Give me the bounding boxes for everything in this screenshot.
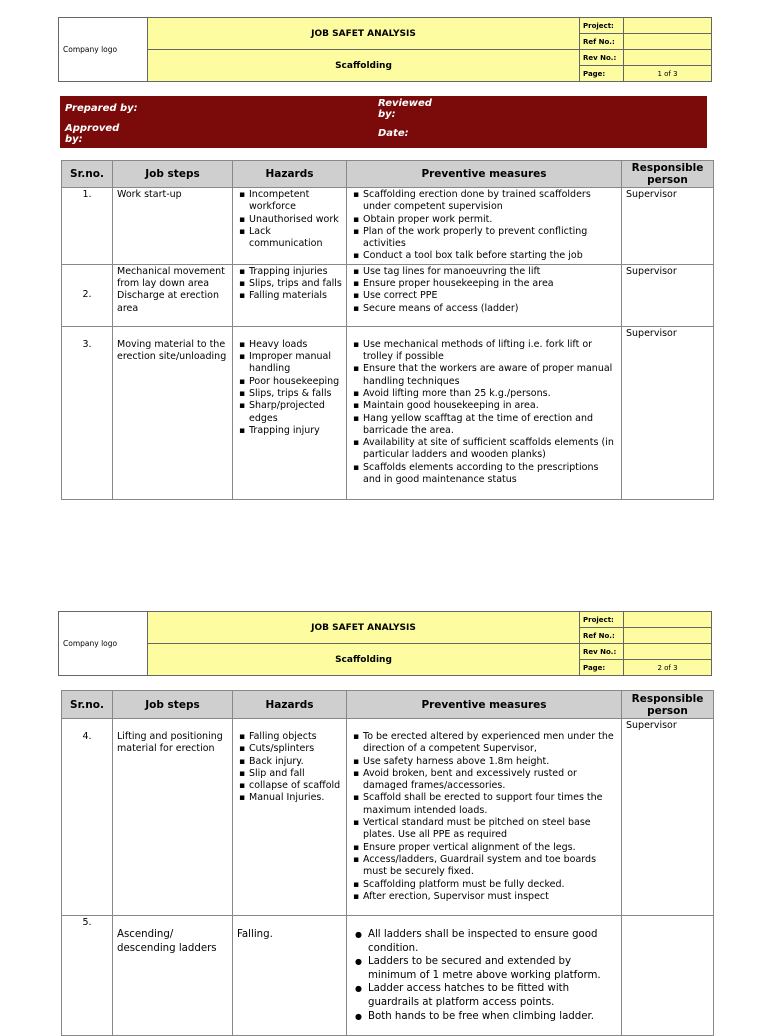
hazard-item: ▪ Slips, trips and falls: [237, 278, 342, 290]
measure-item: ● All ladders shall be inspected to ensure good condition.: [353, 928, 617, 955]
row-srno: 5.: [62, 916, 113, 1036]
row-measures: [347, 264, 622, 326]
ref-label: Ref No.:: [580, 628, 624, 644]
document-title: JOB SAFET ANALYSIS: [148, 18, 580, 50]
row-measures: [347, 326, 622, 499]
measure-item: ▪ Use correct PPE: [351, 290, 617, 302]
signoff-banner: [60, 96, 707, 148]
document-header-page-2: [58, 611, 712, 676]
row-hazards: Falling.: [233, 916, 347, 1036]
row-step: Ascending/ descending ladders: [113, 916, 233, 1036]
row-srno: 1.: [62, 188, 113, 265]
table-row: [62, 719, 714, 916]
rev-value: [624, 644, 712, 660]
hazard-item: ▪ Lack communication: [237, 226, 342, 251]
measure-item: ▪ Scaffolding platform must be fully decked.: [351, 879, 617, 891]
col-responsible-person: Responsible person: [622, 161, 714, 188]
row-responsible: [622, 916, 714, 1036]
hazard-item: ▪ Heavy loads: [237, 339, 342, 351]
hazard-item: ▪ Falling materials: [237, 290, 342, 302]
measure-item: ▪ Vertical standard must be pitched on steel base plates. Use all PPE as required: [351, 817, 617, 842]
project-value: [624, 612, 712, 628]
page-number: 1 of 3: [624, 66, 712, 82]
project-label: Project:: [580, 612, 624, 628]
col-hazards: Hazards: [233, 161, 347, 188]
row-hazards: [233, 188, 347, 265]
measure-item: ▪ Use tag lines for manoeuvring the lift: [351, 266, 617, 278]
row-responsible: Supervisor: [622, 264, 714, 326]
page-label: Page:: [580, 66, 624, 82]
hazard-item: ▪ Trapping injuries: [237, 266, 342, 278]
approved-by-label: Approved by:: [65, 123, 120, 145]
measure-item: ▪ Ensure proper vertical alignment of the legs.: [351, 842, 617, 854]
row-hazards: [233, 264, 347, 326]
page-number: 2 of 3: [624, 660, 712, 676]
ref-value: [624, 34, 712, 50]
hazard-item: ▪ Falling objects: [237, 731, 342, 743]
ref-value: [624, 628, 712, 644]
row-srno: 4.: [62, 719, 113, 916]
row-responsible: Supervisor: [622, 188, 714, 265]
col-job-steps: Job steps: [113, 161, 233, 188]
measure-item: ▪ Hang yellow scafftag at the time of erection and barricade the area.: [351, 413, 617, 438]
hazard-item: ▪ Trapping injury: [237, 425, 342, 437]
hazard-item: ▪ Improper manual handling: [237, 351, 342, 376]
measure-item: ▪ Scaffolds elements according to the prescriptions and in good maintenance status: [351, 462, 617, 487]
table-row: [62, 916, 714, 1036]
table-row: [62, 188, 714, 265]
table-row: [62, 326, 714, 499]
company-logo: Company logo: [59, 612, 148, 676]
row-measures: [347, 916, 622, 1036]
col-responsible-person: Responsible person: [622, 691, 714, 719]
hazard-item: ▪ Poor housekeeping: [237, 376, 342, 388]
row-measures: [347, 188, 622, 265]
row-hazards: [233, 719, 347, 916]
row-step: Moving material to the erection site/unloading: [113, 326, 233, 499]
measure-item: ● Ladders to be secured and extended by minimum of 1 metre above working platform.: [353, 955, 617, 982]
measure-item: ▪ Scaffold shall be erected to support four times the maximum intended loads.: [351, 792, 617, 817]
hazard-item: ▪ Sharp/projected edges: [237, 400, 342, 425]
measure-item: ▪ Access/ladders, Guardrail system and toe boards must be securely fixed.: [351, 854, 617, 879]
row-responsible: Supervisor: [622, 326, 714, 499]
measure-item: ▪ Secure means of access (ladder): [351, 303, 617, 315]
reviewed-by-label: Reviewed by:: [378, 98, 432, 120]
row-step: Work start-up: [113, 188, 233, 265]
col-srno: Sr.no.: [62, 161, 113, 188]
measure-item: ▪ To be erected altered by experienced men under the direction of a competent Supervisor,: [351, 731, 617, 756]
measure-item: ▪ Ensure that the workers are aware of proper manual handling techniques: [351, 363, 617, 388]
measure-item: ▪ After erection, Supervisor must inspect: [351, 891, 617, 903]
row-measures: [347, 719, 622, 916]
measure-item: ▪ Maintain good housekeeping in area.: [351, 400, 617, 412]
measure-item: ● Ladder access hatches to be fitted with guardrails at platform access points.: [353, 982, 617, 1009]
project-value: [624, 18, 712, 34]
col-preventive-measures: Preventive measures: [347, 691, 622, 719]
jsa-table-page-2: [61, 690, 714, 1036]
page-label: Page:: [580, 660, 624, 676]
col-hazards: Hazards: [233, 691, 347, 719]
rev-label: Rev No.:: [580, 50, 624, 66]
hazard-item: ▪ collapse of scaffold: [237, 780, 342, 792]
measure-item: ▪ Obtain proper work permit.: [351, 214, 617, 226]
document-header: [58, 17, 712, 82]
measure-item: ▪ Avoid lifting more than 25 k.g./persons.: [351, 388, 617, 400]
measure-item: ▪ Use mechanical methods of lifting i.e. fork lift or trolley if possible: [351, 339, 617, 364]
document-subtitle: Scaffolding: [148, 50, 580, 82]
rev-value: [624, 50, 712, 66]
date-label: Date:: [378, 128, 409, 139]
col-job-steps: Job steps: [113, 691, 233, 719]
col-preventive-measures: Preventive measures: [347, 161, 622, 188]
row-hazards: [233, 326, 347, 499]
hazard-item: ▪ Back injury.: [237, 756, 342, 768]
hazard-item: ▪ Slips, trips & falls: [237, 388, 342, 400]
document-title: JOB SAFET ANALYSIS: [148, 612, 580, 644]
ref-label: Ref No.:: [580, 34, 624, 50]
jsa-table-page-1: [61, 160, 714, 500]
hazard-item: ▪ Unauthorised work: [237, 214, 342, 226]
hazard-item: ▪ Cuts/splinters: [237, 743, 342, 755]
document-subtitle: Scaffolding: [148, 644, 580, 676]
project-label: Project:: [580, 18, 624, 34]
prepared-by-label: Prepared by:: [65, 103, 138, 114]
company-logo: Company logo: [59, 18, 148, 82]
measure-item: ▪ Plan of the work properly to prevent conflicting activities: [351, 226, 617, 251]
row-responsible: Supervisor: [622, 719, 714, 916]
measure-item: ● Both hands to be free when climbing ladder.: [353, 1010, 617, 1024]
hazard-item: ▪ Incompetent workforce: [237, 189, 342, 214]
rev-label: Rev No.:: [580, 644, 624, 660]
measure-item: ▪ Conduct a tool box talk before starting the job: [351, 250, 617, 262]
measure-item: ▪ Ensure proper housekeeping in the area: [351, 278, 617, 290]
measure-item: ▪ Availability at site of sufficient scaffolds elements (in particular ladders and wooden planks): [351, 437, 617, 462]
row-srno: 3.: [62, 326, 113, 499]
row-srno: 2.: [62, 264, 113, 326]
row-step: Lifting and positioning material for erection: [113, 719, 233, 916]
measure-item: ▪ Avoid broken, bent and excessively rusted or damaged frames/accessories.: [351, 768, 617, 793]
col-srno: Sr.no.: [62, 691, 113, 719]
hazard-item: ▪ Manual Injuries.: [237, 792, 342, 804]
measure-item: ▪ Scaffolding erection done by trained scaffolders under competent supervision: [351, 189, 617, 214]
row-step: Mechanical movement from lay down area Discharge at erection area: [113, 264, 233, 326]
table-row: [62, 264, 714, 326]
hazard-item: ▪ Slip and fall: [237, 768, 342, 780]
measure-item: ▪ Use safety harness above 1.8m height.: [351, 756, 617, 768]
